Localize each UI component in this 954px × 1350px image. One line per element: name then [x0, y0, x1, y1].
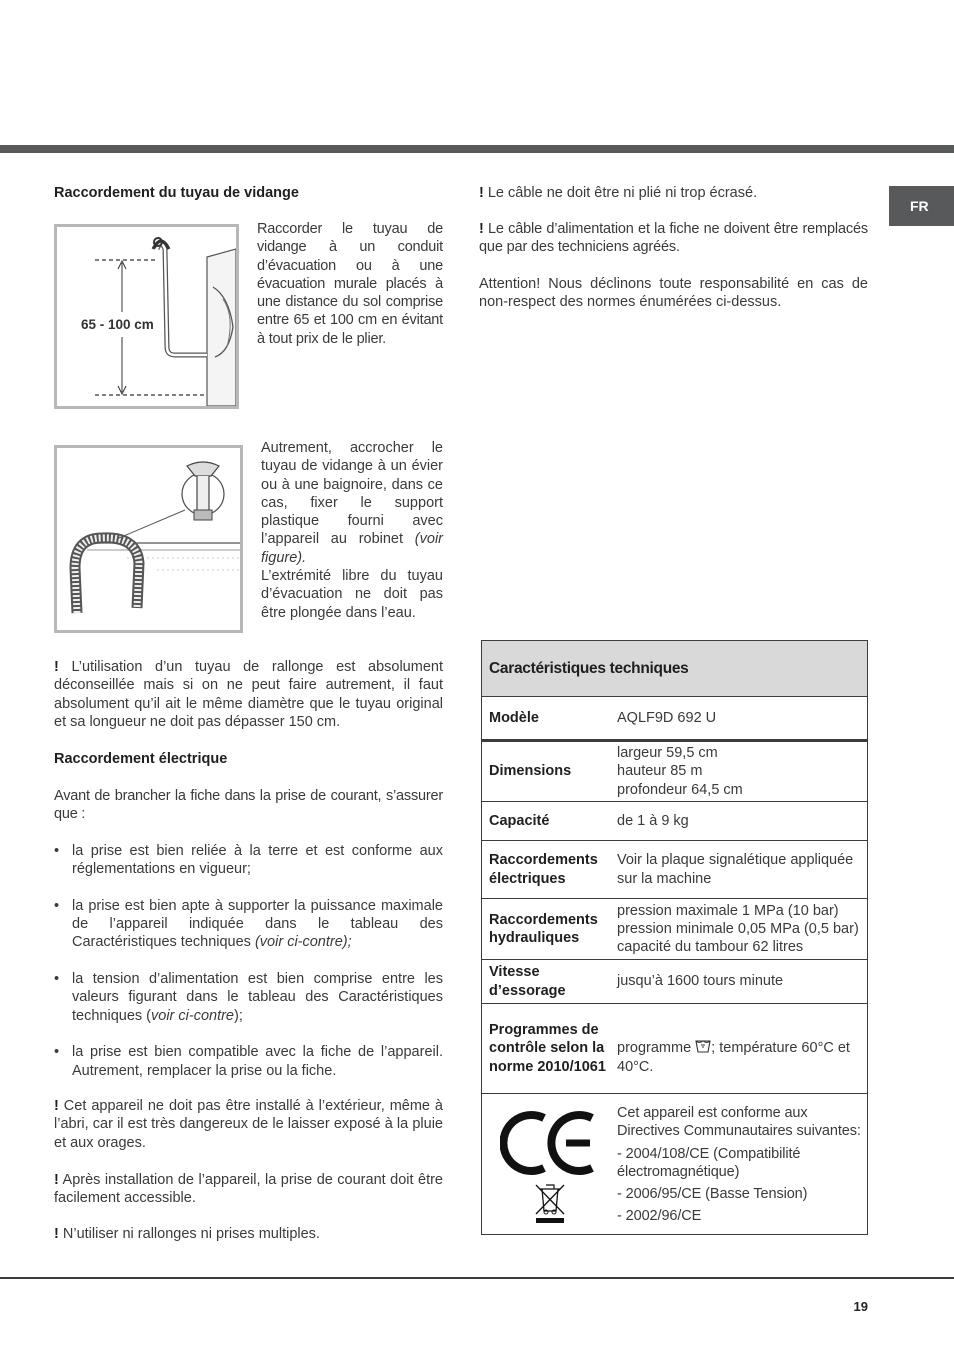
- bullet-mark: •: [54, 897, 60, 914]
- bullet-mark: •: [54, 843, 60, 859]
- sink-hose-text-main: Autrement, accrocher le tuyau de vidange à un évier ou à une baignoire, dans ce cas, fixer le support plastique fourni avec l’appareil au robinet: [261, 440, 443, 548]
- spec-value: de 1 à 9 kg: [617, 812, 689, 829]
- cotton-programme-icon: [695, 1039, 711, 1054]
- electric-checklist: [54, 842, 443, 1098]
- spec-value: largeur 59,5 cm hauteur 85 m profondeur 64,5 cm: [617, 745, 743, 798]
- sink-hose-illustration: [57, 448, 240, 630]
- list-item-text: la prise est bien compatible avec la fiche de l’appareil. Autrement, remplacer la prise ou la fiche.: [72, 1044, 443, 1079]
- list-item: [54, 970, 443, 1025]
- extension-warning-text: L’utilisation d’un tuyau de rallonge est absolument déconseillée mais si on ne peut faire autrement, il faut absolument qu’il ait le même diamètre que le tuyau original et sa longueur ne doit pas dépasser 150 cm.: [54, 659, 443, 730]
- spec-value-part: ; température 60°C et 40°C.: [617, 1040, 850, 1075]
- replace-warning: [479, 220, 868, 257]
- spec-label: Raccordements électriques: [489, 852, 598, 887]
- spec-value-part: programme: [617, 1040, 696, 1057]
- drain-height-label: 65 - 100 cm: [81, 317, 154, 332]
- directive-item: - 2002/96/CE: [617, 1208, 702, 1225]
- spec-label: Raccordements hydrauliques: [489, 911, 598, 946]
- directive-item: - 2004/108/CE (Compatibilité électromagnétique): [617, 1145, 801, 1180]
- sink-hose-figure: [54, 445, 243, 633]
- spec-row-compliance: [482, 1094, 867, 1234]
- warning-mark: !: [54, 659, 59, 675]
- spec-table-title: Caractéristiques techniques: [482, 641, 867, 697]
- spec-row-hydraulic: [482, 899, 867, 960]
- multi-socket-warning-text: N’utiliser ni rallonges ni prises multiples.: [58, 1226, 320, 1242]
- spec-row-capacity: [482, 802, 867, 841]
- ce-marks: [482, 1094, 617, 1232]
- outdoor-warning-text: Cet appareil ne doit pas être installé à l’extérieur, même à l’abri, car il est très dangereux de le laisser exposé à la pluie et aux orages.: [54, 1098, 443, 1151]
- spec-label: Dimensions: [489, 763, 572, 780]
- electric-heading: Raccordement électrique: [54, 751, 228, 767]
- list-item: [54, 842, 443, 879]
- sink-hose-text: [261, 439, 443, 622]
- spec-row-programmes: [482, 1004, 867, 1094]
- top-header-bar: [0, 145, 954, 153]
- warning-mark: !: [54, 1226, 59, 1242]
- bullet-mark: •: [54, 1044, 60, 1061]
- weee-bin-icon: [532, 1181, 568, 1225]
- warning-mark: !: [479, 185, 484, 201]
- cable-warning-text: Le câble ne doit être ni plié ni trop écrasé.: [483, 185, 758, 201]
- spec-row-electrical: [482, 841, 867, 899]
- list-item: [54, 1043, 443, 1080]
- spec-label: Capacité: [489, 812, 550, 829]
- hose-end-text: L’extrémité libre du tuyau d’évacuation ne doit pas être plongée dans l’eau.: [261, 568, 443, 621]
- extension-warning: [54, 658, 443, 731]
- spec-row-model: [482, 697, 867, 740]
- multi-socket-warning: [54, 1225, 443, 1243]
- list-item-note: (voir ci-contre);: [254, 934, 352, 951]
- cable-warning: [479, 184, 868, 202]
- page-number: 19: [853, 1299, 868, 1314]
- ce-statement: Cet appareil est conforme aux Directives Communautaires suivantes:: [617, 1105, 861, 1140]
- warning-mark: !: [54, 1172, 59, 1188]
- spec-label: Modèle: [489, 709, 539, 726]
- drain-height-figure: [54, 224, 239, 409]
- language-tab: FR: [889, 186, 954, 226]
- replace-warning-text: Le câble d’alimentation et la fiche ne doivent être remplacés que par des techniciens agréés.: [479, 221, 868, 256]
- attention-note: Attention! Nous déclinons toute responsabilité en cas de non-respect des normes énumérées ci-dessus.: [479, 276, 868, 311]
- spec-value: AQLF9D 692 U: [617, 709, 717, 726]
- outdoor-warning: [54, 1097, 443, 1152]
- spec-label: Programmes de contrôle selon la norme 2010/1061: [489, 1022, 606, 1075]
- list-item-text-end: );: [234, 1007, 243, 1024]
- spec-row-dimensions: [482, 740, 867, 802]
- directive-item: - 2006/95/CE (Basse Tension): [617, 1186, 808, 1203]
- warning-mark: !: [479, 221, 484, 237]
- footer-rule: [0, 1277, 954, 1279]
- list-item-text: la prise est bien reliée à la terre et est conforme aux réglementations en vigueur;: [72, 843, 443, 878]
- compliance-text: [617, 1094, 867, 1226]
- spec-value: [617, 1021, 867, 1076]
- list-item-text: la prise est bien apte à supporter la puissance maximale de l’appareil indiquée dans le tableau des Caractéristiques techniques: [72, 897, 443, 951]
- warning-mark: !: [54, 1098, 59, 1114]
- access-warning-text: Après installation de l’appareil, la prise de courant doit être facilement accessible.: [54, 1172, 443, 1207]
- list-item: [54, 897, 443, 952]
- spec-value: jusqu’à 1600 tours minute: [617, 973, 784, 990]
- electric-intro: Avant de brancher la fiche dans la prise de courant, s’assurer que :: [54, 788, 443, 823]
- access-warning: [54, 1171, 443, 1208]
- spec-value: Voir la plaque signalétique appliquée sur la machine: [617, 852, 854, 887]
- bullet-mark: •: [54, 971, 60, 988]
- drain-heading: Raccordement du tuyau de vidange: [54, 185, 299, 201]
- ce-mark-icon: [500, 1106, 600, 1181]
- list-item-note: voir ci-contre: [151, 1007, 234, 1024]
- spec-table: [481, 640, 868, 1235]
- see-figure-note: (voir figure).: [261, 531, 443, 566]
- spec-row-spin: [482, 960, 867, 1004]
- list-item-text: la tension d’alimentation est bien comprise entre les valeurs figurant dans le tableau des Caractéristiques techniques (: [72, 971, 443, 1024]
- spec-label: Vitesse d’essorage: [489, 964, 566, 999]
- spec-value: pression maximale 1 MPa (10 bar) pression minimale 0,05 MPa (0,5 bar) capacité du tambour 62 litres: [617, 902, 859, 956]
- drain-text: Raccorder le tuyau de vidange à un conduit d’évacuation ou à une évacuation murale placés à une distance du sol comprise entre 65 et 100 cm en évitant à tout prix de le plier.: [257, 221, 443, 347]
